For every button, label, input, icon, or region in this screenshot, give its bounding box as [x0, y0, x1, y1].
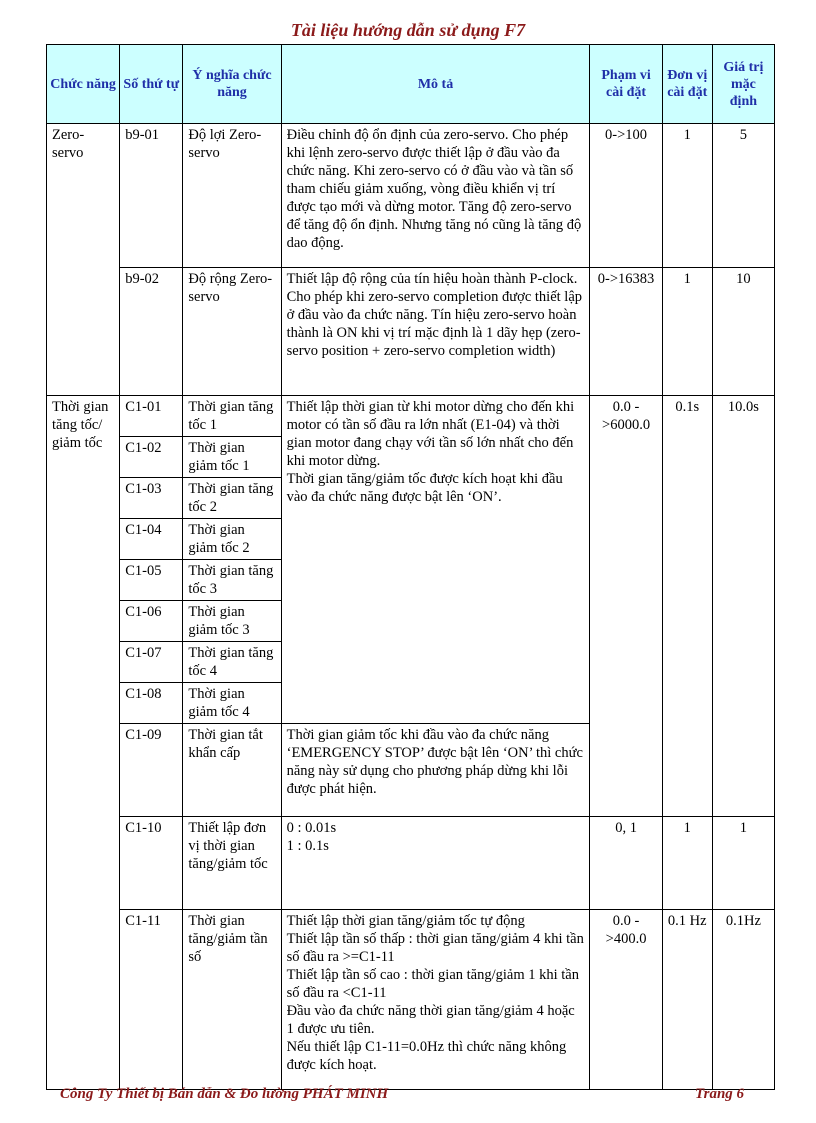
param-default: 0.1Hz	[712, 910, 774, 1090]
column-header-meaning: Ý nghĩa chức năng	[183, 45, 281, 124]
column-header-function: Chức năng	[47, 45, 120, 124]
param-description: 0 : 0.01s 1 : 0.1s	[281, 817, 590, 910]
footer-page-number: Trang 6	[695, 1086, 745, 1102]
param-description: Thời gian giảm tốc khi đầu vào đa chức năng ‘EMERGENCY STOP’ được bật lên ‘ON’ thì chức năng này sử dụng cho phương pháp dừng khi lỗi được phát hiện.	[281, 724, 590, 817]
param-number: C1-10	[120, 817, 183, 910]
param-range: 0.0 - >6000.0	[590, 396, 662, 817]
param-number: C1-05	[120, 560, 183, 601]
param-number: b9-02	[120, 268, 183, 396]
column-header-number: Số thứ tự	[120, 45, 183, 124]
param-default: 10	[712, 268, 774, 396]
param-meaning: Thời gian tăng tốc 4	[183, 642, 281, 683]
param-meaning: Thời gian giảm tốc 4	[183, 683, 281, 724]
param-default: 5	[712, 124, 774, 268]
param-range: 0, 1	[590, 817, 662, 910]
table-header-row	[47, 45, 775, 124]
param-range: 0->16383	[590, 268, 662, 396]
param-default: 10.0s	[712, 396, 774, 817]
param-number: C1-08	[120, 683, 183, 724]
column-header-description: Mô tả	[281, 45, 590, 124]
param-meaning: Độ lợi Zero-servo	[183, 124, 281, 268]
param-number: C1-01	[120, 396, 183, 437]
param-meaning: Thời gian tắt khẩn cấp	[183, 724, 281, 817]
param-meaning: Thời gian giảm tốc 2	[183, 519, 281, 560]
param-description: Điều chỉnh độ ổn định của zero-servo. Cho phép khi lệnh zero-servo được thiết lập ở đầu vào đa chức năng. Khi zero-servo có ở đầu vào và tần số tham chiếu giảm xuống, vòng điều khiển vị trí được tạo mới và dừng motor. Tăng độ zero-servo để tăng độ ổn định. Nhưng tăng nó cũng là tăng độ dao động.	[281, 124, 590, 268]
param-meaning: Thời gian tăng tốc 2	[183, 478, 281, 519]
param-range: 0.0 ->400.0	[590, 910, 662, 1090]
param-number: C1-09	[120, 724, 183, 817]
param-meaning: Thời gian tăng tốc 3	[183, 560, 281, 601]
param-meaning: Thời gian giảm tốc 3	[183, 601, 281, 642]
param-meaning: Thời gian tăng tốc 1	[183, 396, 281, 437]
param-number: C1-03	[120, 478, 183, 519]
param-description: Thiết lập thời gian tăng/giảm tốc tự động Thiết lập tần số thấp : thời gian tăng/giảm 4 khi tần số đầu ra >=C1-11 Thiết lập tần số cao : thời gian tăng/giảm 1 khi tần số đầu ra <C1-11 Đầu vào đa chức năng thời gian tăng/giảm 4 hoặc 1 được ưu tiên. Nếu thiết lập C1-11=0.0Hz thì chức năng không được kích hoạt.	[281, 910, 590, 1090]
param-meaning: Độ rộng Zero-servo	[183, 268, 281, 396]
group-cell-zero-servo: Zero-servo	[47, 124, 120, 396]
param-unit: 0.1 Hz	[662, 910, 712, 1090]
param-number: C1-07	[120, 642, 183, 683]
footer-company: Công Ty Thiết bị Bán dẫn & Đo lường PHÁT MINH	[60, 1086, 389, 1102]
param-description: Thiết lập thời gian từ khi motor dừng cho đến khi motor có tần số đầu ra lớn nhất (E1-04) và thời gian motor đang chạy với tần số lớn nhất cho đến khi motor dừng. Thời gian tăng/giảm tốc được kích hoạt khi đầu vào đa chức năng được bật lên ‘ON’.	[281, 396, 590, 724]
table-row	[47, 910, 775, 1090]
group-cell-accel-decel: Thời gian tăng tốc/ giảm tốc	[47, 396, 120, 1090]
column-header-unit: Đơn vị cài đặt	[662, 45, 712, 124]
document-title: Tài liệu hướng dẫn sử dụng F7	[290, 20, 526, 40]
table-row	[47, 817, 775, 910]
table-row	[47, 396, 775, 437]
table-row	[47, 124, 775, 268]
param-unit: 1	[662, 817, 712, 910]
param-meaning: Thời gian tăng/giảm tần số	[183, 910, 281, 1090]
parameter-table	[46, 44, 775, 1090]
param-unit: 1	[662, 124, 712, 268]
param-number: C1-04	[120, 519, 183, 560]
param-number: C1-06	[120, 601, 183, 642]
param-default: 1	[712, 817, 774, 910]
param-unit: 0.1s	[662, 396, 712, 817]
param-number: C1-02	[120, 437, 183, 478]
param-meaning: Thiết lập đơn vị thời gian tăng/giảm tốc	[183, 817, 281, 910]
param-number: b9-01	[120, 124, 183, 268]
param-meaning: Thời gian giảm tốc 1	[183, 437, 281, 478]
param-unit: 1	[662, 268, 712, 396]
param-range: 0->100	[590, 124, 662, 268]
column-header-default: Giá trị mặc định	[712, 45, 774, 124]
param-number: C1-11	[120, 910, 183, 1090]
column-header-range: Phạm vi cài đặt	[590, 45, 662, 124]
table-row	[47, 268, 775, 396]
param-description: Thiết lập độ rộng của tín hiệu hoàn thành P-clock. Cho phép khi zero-servo completion được thiết lập ở đầu vào đa chức năng. Tín hiệu zero-servo hoàn thành là ON khi vị trí mặc định là 1 dãy hẹp (zero-servo position + zero-servo completion width)	[281, 268, 590, 396]
